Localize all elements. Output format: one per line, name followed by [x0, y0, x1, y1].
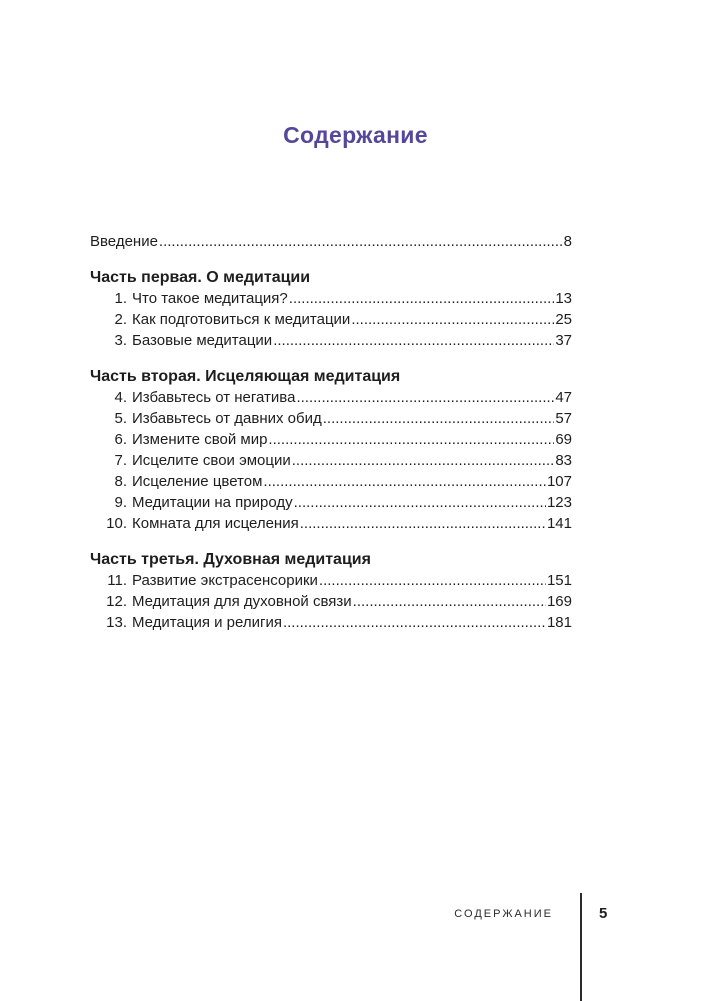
- toc-section: [90, 267, 572, 351]
- toc-entry: [90, 309, 572, 330]
- toc-entry-title: Избавьтесь от негатива: [132, 389, 296, 406]
- table-of-contents: [90, 231, 572, 633]
- toc-entry-page: 8: [563, 233, 572, 250]
- toc-entry-page: 141: [546, 515, 572, 532]
- dot-leader: [268, 429, 554, 450]
- toc-section: [90, 549, 572, 633]
- toc-entry-title: Медитация для духовной связи: [132, 593, 352, 610]
- dot-leader: [351, 309, 554, 330]
- part-items: [90, 387, 572, 534]
- toc-entry: [90, 570, 572, 591]
- toc-entry-number: 8.: [114, 473, 127, 490]
- toc-entry: [90, 288, 572, 309]
- toc-entry-page: 13: [555, 290, 572, 307]
- toc-entry-number: 12.: [106, 593, 127, 610]
- toc-entry-title: Исцеление цветом: [132, 473, 263, 490]
- dot-leader: [323, 408, 555, 429]
- running-footer-label: СОДЕРЖАНИЕ: [454, 908, 553, 920]
- toc-entry-page: 57: [555, 410, 572, 427]
- toc-entry-page: 107: [546, 473, 572, 490]
- toc-entry-title: Как подготовиться к медитации: [132, 311, 351, 328]
- part-items: [90, 570, 572, 633]
- page-number: 5: [599, 905, 608, 922]
- toc-entry-number: 4.: [114, 389, 127, 406]
- toc-entry: [90, 429, 572, 450]
- toc-entry-number: 3.: [114, 332, 127, 349]
- toc-entry-page: 169: [546, 593, 572, 610]
- toc-entry: [90, 513, 572, 534]
- toc-entry-page: 181: [546, 614, 572, 631]
- toc-entry-title: Комната для исцеления: [132, 515, 299, 532]
- toc-entry-title: Исцелите свои эмоции: [132, 452, 291, 469]
- toc-entry-page: 25: [555, 311, 572, 328]
- toc-entry-title: Измените свой мир: [132, 431, 268, 448]
- toc-entry-number: 1.: [114, 290, 127, 307]
- footer-vertical-rule: [580, 893, 582, 1001]
- toc-entry-title: Базовые медитации: [132, 332, 273, 349]
- toc-entry-number: 9.: [114, 494, 127, 511]
- dot-leader: [319, 570, 546, 591]
- toc-entry: [90, 492, 572, 513]
- toc-entry-number: 6.: [114, 431, 127, 448]
- part-heading: Часть третья. Духовная медитация: [90, 551, 371, 568]
- toc-entry-page: 151: [546, 572, 572, 589]
- dot-leader: [296, 387, 554, 408]
- toc-entry: [90, 471, 572, 492]
- dot-leader: [353, 591, 546, 612]
- toc-entry-title: Избавьтесь от давних обид: [132, 410, 322, 427]
- toc-entry-title: Медитация и религия: [132, 614, 282, 631]
- toc-entry-page: 37: [555, 332, 572, 349]
- toc-entry: [90, 408, 572, 429]
- toc-entry: [90, 612, 572, 633]
- toc-section: [90, 366, 572, 534]
- toc-entry-number: 11.: [107, 572, 127, 589]
- toc-entry-title: Развитие экстрасенсорики: [132, 572, 318, 589]
- toc-entry: [90, 330, 572, 351]
- dot-leader: [159, 231, 563, 252]
- part-items: [90, 288, 572, 351]
- toc-entry-page: 123: [546, 494, 572, 511]
- toc-entry-title: Что такое медитация?: [132, 290, 288, 307]
- toc-entry-page: 83: [555, 452, 572, 469]
- dot-leader: [289, 288, 555, 309]
- toc-entry: [90, 591, 572, 612]
- dot-leader: [273, 330, 554, 351]
- page-title: Содержание: [283, 122, 428, 148]
- toc-entry-number: 13.: [106, 614, 127, 631]
- dot-leader: [294, 492, 546, 513]
- dot-leader: [292, 450, 555, 471]
- dot-leader: [283, 612, 546, 633]
- toc-sections: [90, 267, 572, 633]
- toc-entry: [90, 387, 572, 408]
- toc-entry-title: Введение: [90, 233, 158, 250]
- dot-leader: [263, 471, 546, 492]
- dot-leader: [300, 513, 546, 534]
- toc-entry-number: 10.: [106, 515, 127, 532]
- part-heading: Часть вторая. Исцеляющая медитация: [90, 368, 401, 385]
- toc-entry-number: 7.: [114, 452, 127, 469]
- toc-entry-intro: [90, 231, 572, 252]
- toc-entry-number: 2.: [114, 311, 127, 328]
- toc-entry-title: Медитации на природу: [132, 494, 293, 511]
- toc-entry-number: 5.: [114, 410, 127, 427]
- toc-entry: [90, 450, 572, 471]
- toc-entry-page: 47: [555, 389, 572, 406]
- toc-entry-page: 69: [555, 431, 572, 448]
- part-heading: Часть первая. О медитации: [90, 269, 311, 286]
